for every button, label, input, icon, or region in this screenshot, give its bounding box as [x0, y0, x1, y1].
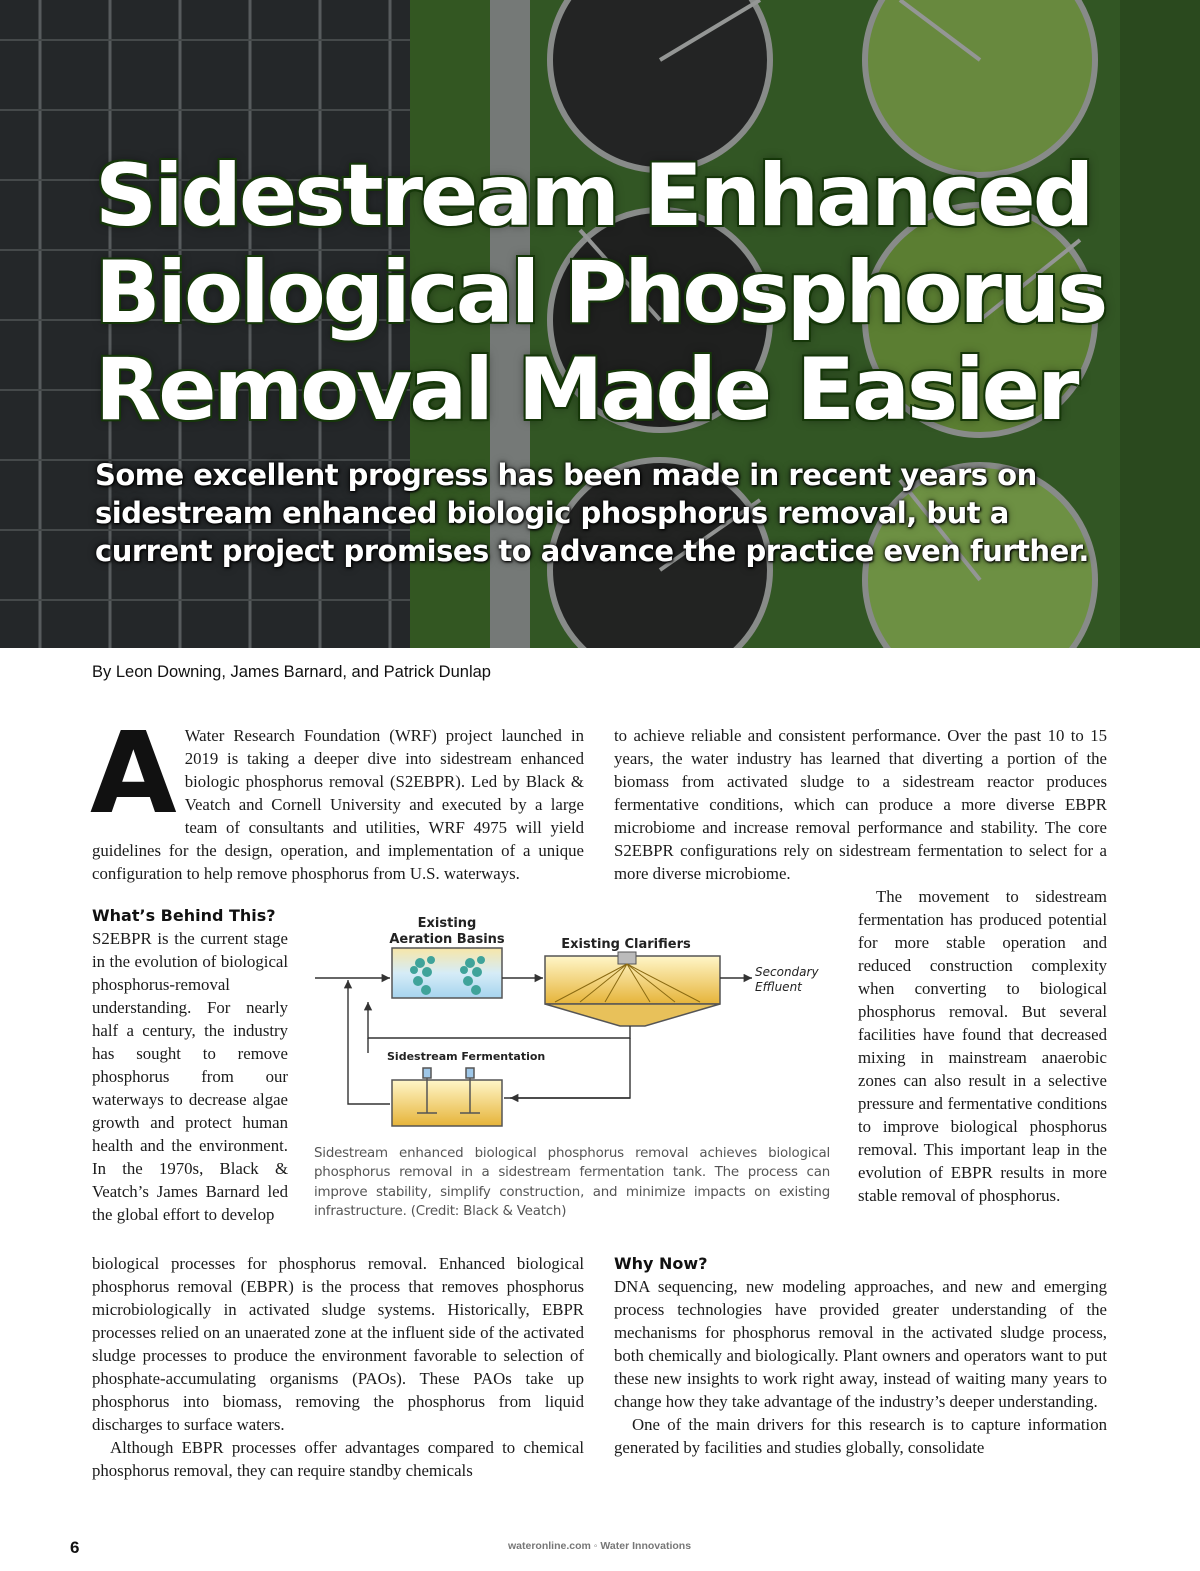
label-existing-clarifiers: Existing Clarifiers	[561, 937, 691, 952]
intro-paragraph	[90, 709, 584, 885]
deck-line-2: sidestream enhanced biologic phosphorus removal, but a	[95, 496, 1009, 530]
drop-cap: A	[90, 709, 177, 839]
page-number: 6	[70, 1538, 80, 1557]
why-now-section	[614, 1254, 1107, 1459]
label-existing-aeration-2: Aeration Basins	[389, 932, 505, 947]
why-now-para-2: One of the main drivers for this research is to capture information generated by facilities and studies globally, consolidate	[614, 1415, 1107, 1457]
left-narrow-text: S2EBPR is the current stage in the evolution of biological phosphorus-removal understanding. For nearly half a century, the industry has sought to remove phosphorus from our waterways to decrease algae growth and protect human health and the environment. In the 1970s, Black & Veatch’s James Barnard led the global effort to develop	[92, 929, 288, 1224]
label-effluent: Effluent	[755, 980, 802, 994]
left-wide-text: biological processes for phosphorus removal. Enhanced biological phosphorus removal (EBPR) is the process that removes phosphorus microbiologically in activated sludge systems. Historically, EBPR processes relied on an unaerated zone at the influent side of the activated sludge processes to produce the environment favorable to selection of phosphate-accumulating organisms (PAOs). These PAOs take up phosphorus into biomass, removing the phosphorus from liquid discharges to surface waters.	[92, 1254, 584, 1434]
title-line-1: Sidestream Enhanced	[95, 146, 1092, 246]
title-line-3: Removal Made Easier	[95, 340, 1077, 440]
heading-why-now: Why Now?	[614, 1254, 708, 1273]
fermentation-tank	[392, 1080, 502, 1126]
figure-caption: Sidestream enhanced biological phosphorus removal achieves biological phosphorus removal in a sidestream fermentation tank. The process can improve stability, simplify construction, and minimize impacts on existing infrastructure. (Credit: Black & Veatch)	[314, 1146, 830, 1220]
title-line-2: Biological Phosphorus	[95, 243, 1106, 343]
right-narrow-column	[858, 885, 1107, 1207]
byline: By Leon Downing, James Barnard, and Patrick Dunlap	[92, 663, 491, 681]
intro-continued	[614, 724, 1107, 885]
publication-footer: wateronline.com ◦ Water Innovations	[508, 1540, 692, 1552]
left-para-2: Although EBPR processes offer advantages compared to chemical phosphorus removal, they can require standby chemicals	[92, 1438, 584, 1480]
heading-whats-behind-this: What’s Behind This?	[92, 906, 276, 925]
aeration-basin	[392, 948, 502, 998]
process-diagram	[300, 908, 845, 1136]
left-wide-column	[92, 1252, 584, 1482]
article-title	[95, 148, 1155, 439]
left-narrow-column	[92, 906, 288, 1226]
deck-line-1: Some excellent progress has been made in recent years on	[95, 458, 1037, 492]
why-now-para-1: DNA sequencing, new modeling approaches, and new and emerging process technologies have provided greater understanding of the mechanisms for phosphorus removal in the activated sludge process, both chemically and biologically. Plant owners and operators want to put these new insights to work right away, instead of waiting many years to change how they take advantage of the industry’s deeper understanding.	[614, 1277, 1107, 1411]
label-sidestream-fermentation: Sidestream Fermentation	[387, 1050, 546, 1063]
deck-line-3: current project promises to advance the practice even further.	[95, 534, 1089, 568]
intro-continued-text: to achieve reliable and consistent performance. Over the past 10 to 15 years, the water industry has learned that diverting a portion of the biomass from activated sludge to a sidestream reactor produces fermentative conditions, which can produce a more diverse EBPR microbiome and increase removal performance and stability. The core S2EBPR configurations rely on sidestream fermentation to select for a more diverse microbiome.	[614, 726, 1107, 883]
label-secondary: Secondary	[755, 965, 819, 979]
right-narrow-text: The movement to sidestream fermentation has produced potential for more stable operation and reduced construction complexity when converting to biological phosphorus removal. But several facilities have found that decreased mixing in mainstream anaerobic zones can also result in a selective pressure and fermentative conditions to improve biological phosphorus removal. This important leap in the evolution of EBPR results in more stable removal of phosphorus.	[858, 887, 1107, 1205]
intro-text: Water Research Foundation (WRF) project launched in 2019 is taking a deeper dive into sidestream enhanced biologic phosphorus removal (S2EBPR). Led by Black & Veatch and Cornell University and executed by a large team of consultants and utilities, WRF 4975 will yield guidelines for the design, operation, and implementation of a unique configuration to help remove phosphorus from U.S. waterways.	[92, 726, 584, 883]
article-deck	[95, 456, 1095, 570]
label-existing-aeration-1: Existing	[417, 916, 477, 931]
